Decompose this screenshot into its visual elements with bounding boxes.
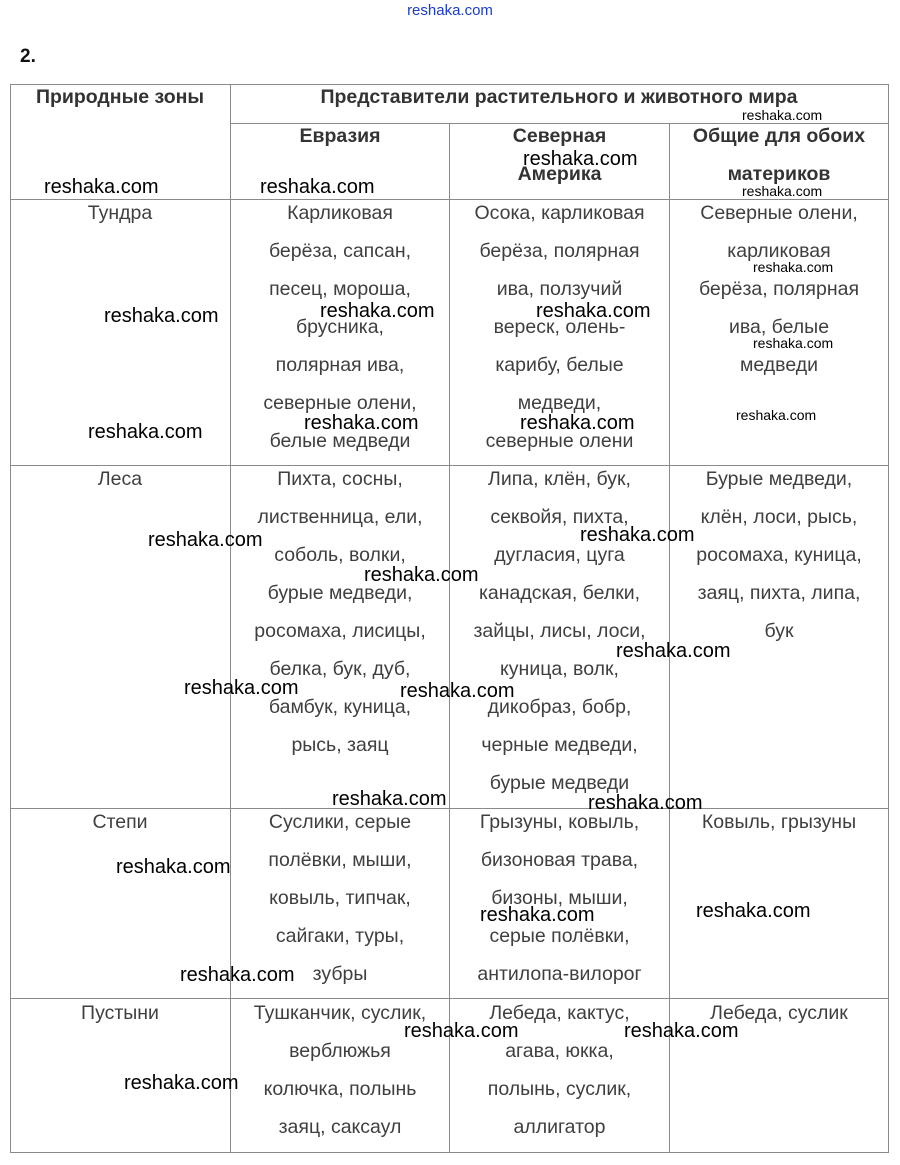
cell-line: Суслики, серые — [268, 811, 412, 833]
cell-line: бук — [764, 620, 794, 642]
cell-line: аллигатор — [513, 1116, 606, 1138]
watermark: reshaka.com — [44, 176, 159, 198]
cell-line: белые медведи — [269, 430, 411, 452]
cell-line: секвойя, пихта, — [490, 506, 629, 528]
watermark: reshaka.com — [104, 305, 219, 327]
forests-common-cell — [671, 460, 887, 650]
cell-line: Пихта, сосны, — [277, 468, 403, 490]
watermark: reshaka.com — [124, 1072, 239, 1094]
table-border-left — [10, 84, 11, 1153]
cell-line: Северные олени, — [700, 202, 858, 224]
cell-line: медведи, — [517, 392, 602, 414]
cell-line: росомаха, куница, — [696, 544, 862, 566]
cell-line: ива, ползучий — [496, 278, 623, 300]
cell-line: брусника, — [296, 316, 384, 338]
header-line: Северная — [512, 125, 607, 147]
header-line: Америка — [517, 163, 602, 185]
zone-forests: Леса — [97, 468, 143, 490]
watermark: reshaka.com — [480, 904, 595, 926]
cell-line: Ковыль, грызуны — [701, 811, 857, 833]
cell-line: Осока, карликовая — [474, 202, 645, 224]
watermark: reshaka.com — [742, 107, 823, 123]
cell-line: карибу, белые — [495, 354, 624, 376]
cell-line: бурые медведи, — [267, 582, 413, 604]
steppes-common-cell — [671, 803, 887, 841]
cell-line: канадская, белки, — [478, 582, 641, 604]
header-line: материков — [727, 163, 831, 185]
cell-line: Тушканчик, суслик, — [253, 1002, 427, 1024]
cell-line: Бурые медведи, — [705, 468, 853, 490]
watermark: reshaka.com — [304, 412, 419, 434]
watermark: reshaka.com — [180, 964, 295, 986]
watermark: reshaka.com — [88, 421, 203, 443]
cell-line: сайгаки, туры, — [275, 925, 405, 947]
header-zones: Природные зоны — [35, 86, 205, 108]
watermark: reshaka.com — [400, 680, 515, 702]
cell-line: бизоновая трава, — [480, 849, 639, 871]
cell-line: карликовая — [727, 240, 831, 262]
steppes-america-cell — [451, 803, 668, 993]
cell-line: Лебеда, кактус, — [489, 1002, 630, 1024]
cell-line: песец, мороша, — [269, 278, 411, 300]
watermark: reshaka.com — [404, 1020, 519, 1042]
cell-line: верблюжья — [289, 1040, 391, 1062]
cell-line: колючка, полынь — [263, 1078, 417, 1100]
cell-line: Грызуны, ковыль, — [479, 811, 640, 833]
column-divider — [230, 84, 231, 1153]
watermark: reshaka.com — [624, 1020, 739, 1042]
cell-line: дикобраз, бобр, — [487, 696, 632, 718]
cell-line: куница, волк, — [500, 658, 619, 680]
cell-line: соболь, волки, — [274, 544, 406, 566]
cell-line: лиственница, ели, — [257, 506, 423, 528]
cell-line: зубры — [312, 963, 368, 985]
watermark: reshaka.com — [523, 148, 638, 170]
watermark: reshaka.com — [736, 407, 817, 423]
watermark: reshaka.com — [536, 300, 651, 322]
cell-line: агава, юкка, — [505, 1040, 614, 1062]
deserts-eurasia-cell — [232, 994, 448, 1146]
header-common — [671, 117, 887, 193]
watermark: reshaka.com — [332, 788, 447, 810]
tundra-common-cell — [671, 194, 887, 384]
cell-line: черные медведи, — [481, 734, 638, 756]
watermark: reshaka.com — [320, 300, 435, 322]
watermark: reshaka.com — [753, 335, 834, 351]
cell-line: ива, белые — [728, 316, 830, 338]
cell-line: белка, бук, дуб, — [269, 658, 411, 680]
cell-line: ковыль, типчак, — [269, 887, 411, 909]
watermark: reshaka.com — [616, 640, 731, 662]
cell-line: антилопа-вилорог — [477, 963, 642, 985]
deserts-america-cell — [451, 994, 668, 1146]
cell-line: берёза, сапсан, — [268, 240, 412, 262]
watermark: reshaka.com — [184, 677, 299, 699]
watermark: reshaka.com — [753, 259, 834, 275]
cell-line: медведи — [739, 354, 819, 376]
cell-line: росомаха, лисицы, — [254, 620, 426, 642]
cell-line: северные олени, — [263, 392, 417, 414]
header-eurasia: Евразия — [299, 125, 381, 147]
cell-line: заяц, пихта, липа, — [697, 582, 861, 604]
cell-line: берёза, полярная — [698, 278, 860, 300]
cell-line: полёвки, мыши, — [268, 849, 412, 871]
cell-line: заяц, саксаул — [278, 1116, 402, 1138]
cell-line: зайцы, лисы, лоси, — [473, 620, 646, 642]
forests-america-cell — [451, 460, 668, 802]
zone-tundra: Тундра — [87, 202, 153, 224]
cell-line: бамбук, куница, — [268, 696, 412, 718]
cell-line: серые полёвки, — [489, 925, 630, 947]
cell-line: клён, лоси, рысь, — [700, 506, 858, 528]
watermark: reshaka.com — [696, 900, 811, 922]
watermark: reshaka.com — [580, 524, 695, 546]
cell-line: Липа, клён, бук, — [488, 468, 631, 490]
cell-line: Лебеда, суслик — [710, 1002, 848, 1024]
cell-line: Карликовая — [287, 202, 393, 224]
header-representatives: Представители растительного и животного мира — [320, 86, 798, 108]
cell-line: дугласия, цуга — [494, 544, 625, 566]
watermark: reshaka.com — [260, 176, 375, 198]
watermark: reshaka.com — [364, 564, 479, 586]
task-number: 2. — [20, 46, 36, 67]
header-line: Общие для обоих — [692, 125, 866, 147]
watermark: reshaka.com — [148, 529, 263, 551]
cell-line: бизоны, мыши, — [491, 887, 628, 909]
cell-line: вереск, олень- — [493, 316, 626, 338]
zone-steppes: Степи — [92, 811, 148, 833]
watermark: reshaka.com — [520, 412, 635, 434]
cell-line: полярная ива, — [275, 354, 405, 376]
cell-line: северные олени — [485, 430, 634, 452]
table-border-right — [888, 84, 889, 1153]
site-name[interactable]: reshaka.com — [407, 2, 493, 19]
forests-eurasia-cell — [232, 460, 448, 764]
cell-line: бурые медведи — [489, 772, 630, 794]
watermark: reshaka.com — [116, 856, 231, 878]
cell-line: полынь, суслик, — [487, 1078, 632, 1100]
cell-line: рысь, заяц — [291, 734, 389, 756]
zone-deserts: Пустыни — [81, 1002, 159, 1024]
cell-line: берёза, полярная — [479, 240, 640, 262]
watermark: reshaka.com — [742, 183, 823, 199]
watermark: reshaka.com — [588, 792, 703, 814]
